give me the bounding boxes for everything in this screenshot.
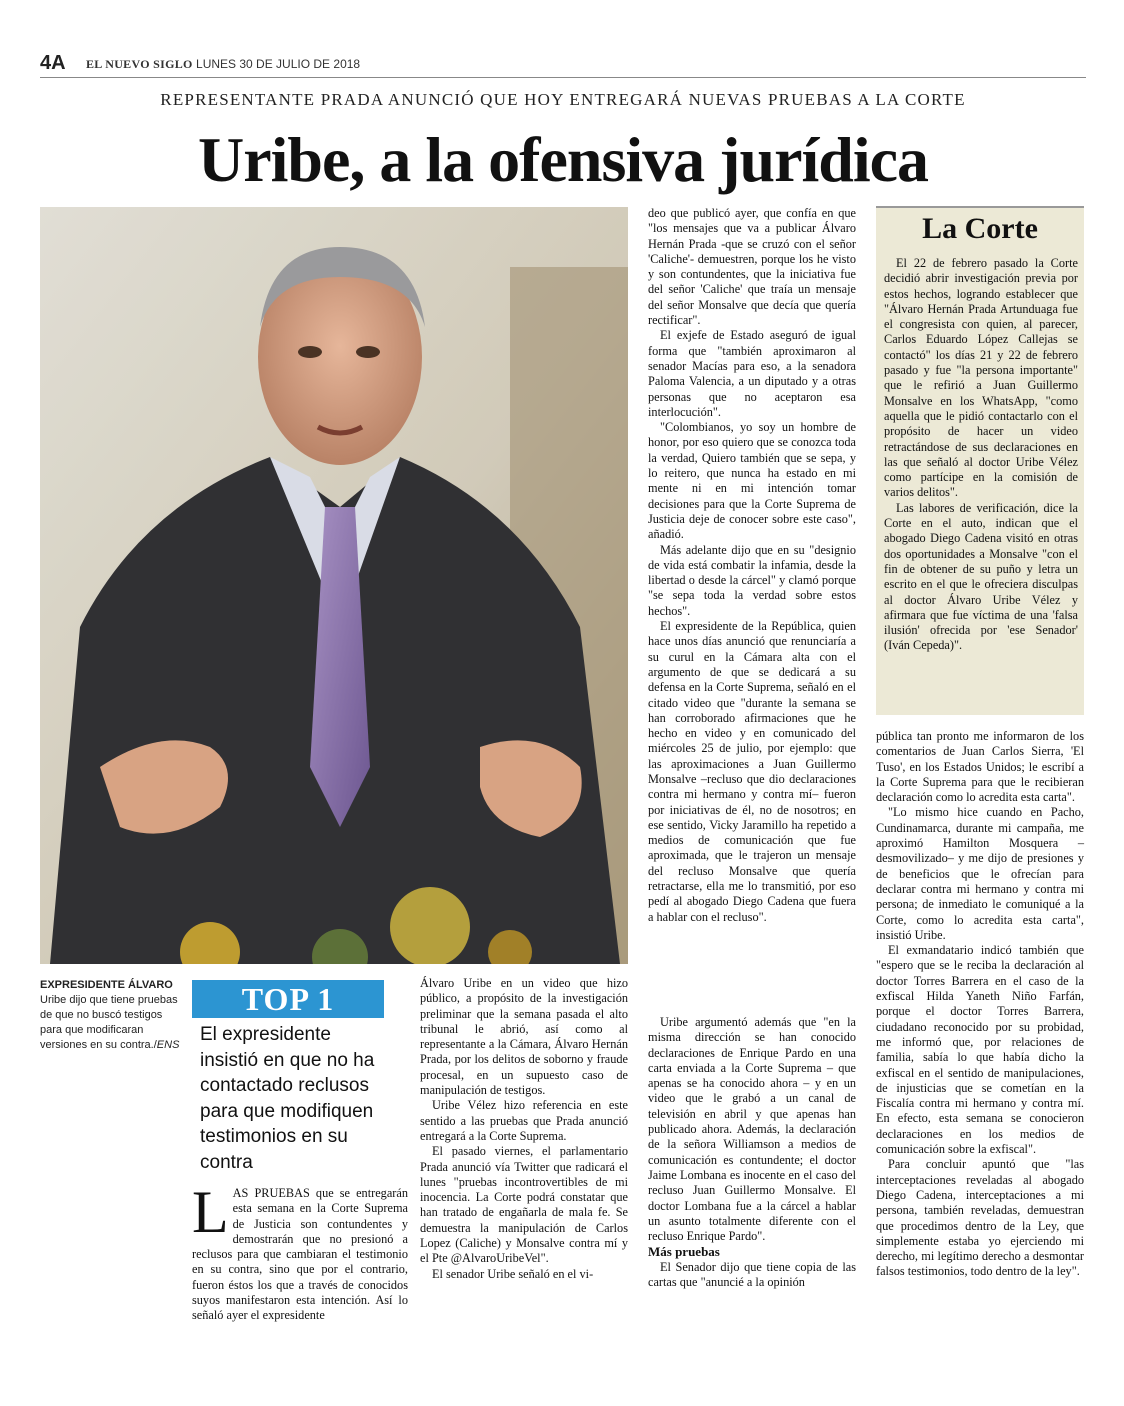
paragraph: Para concluir apuntó que "las interceptaciones reveladas al abogado Diego Cadena, interceptaciones a mi persona, también reveladas, demuestran que procedimos dentro de la Ley, que simplemente estaba yo ejerciendo mi derecho, mi legítimo derecho a desmontar falsos testimonios, todo dentro de la ley".: [876, 1157, 1084, 1279]
lead-paragraph: AS PRUEBAS que se entregarán esta semana en la Corte Suprema de Justicia son contundentes y demostrarán que no presionó a reclusos para que cambiaran el testimonio en su contra, sino que por el contrario, fueron éstos los que a través de conocidos suyos manifestaron esta intención. Así lo señaló ayer el expresidente: [192, 1186, 408, 1323]
caption-credit: ENS: [156, 1039, 180, 1051]
column-3-continued: [648, 1015, 856, 1290]
paragraph: pública tan pronto me informaron de los comentarios de Juan Carlos Sierra, 'El Tuso', en los Estados Unidos; le escribí a la Corte Suprema para que le recibieran declaración como lo acredita esta carta".: [876, 729, 1084, 805]
kicker: REPRESENTANTE PRADA ANUNCIÓ QUE HOY ENTREGARÁ NUEVAS PRUEBAS A LA CORTE: [160, 90, 966, 109]
paragraph: El expresidente de la República, quien hace unos días anunció que renunciaría a su curul en la Cámara alta con el argumento de que se dedicará a su defensa en la Corte Suprema, señaló en el citado video que "durante la semana se han corroborado afirmaciones que he hecho en video y en comunicado del miércoles 25 de julio, por ejemplo: que las aproximaciones a Juan Guillermo Monsalve –recluso que dio declaraciones contra mi hermano y contra mí– fueron por iniciativas de él, no de nosotros; en ese sentido, Vicky Jaramillo ha repetido a medios de comunicación que fue aproximada, que le trajeron un mensaje del recluso Monsalve que quería retractarse, ella me lo transmitió, por eso pedí al abogado Diego Cadena que fuera a hablar con el recluso".: [648, 619, 856, 924]
drop-cap: L: [192, 1179, 229, 1245]
masthead: [86, 57, 360, 72]
caption-body: Uribe dijo que tiene pruebas de que no buscó testigos para que modificaran versiones en su contra./: [40, 994, 178, 1051]
paragraph: "Lo mismo hice cuando en Pacho, Cundinamarca, durante mi campaña, me aproximó Hamilton Mosquera –desmovilizado– y me dijo de presiones y de beneficios que le ofrecían para declarar contra mi hermano y contra mi persona; de inmediato le comuniqué a la Corte, como lo acredita esta carta", insistió Uribe.: [876, 805, 1084, 942]
photo-illustration: [40, 207, 628, 964]
photo-caption: [40, 978, 180, 1053]
paragraph: "Colombianos, yo soy un hombre de honor, por eso quiero que se conozca toda la verdad, Quiero también que se sepa, y lo reitero, que nunca ha estado en mi mente ni en mi intención tomar decisiones para que la Corte Suprema de Justicia deje de conocer sobre este caso", añadió.: [648, 420, 856, 542]
paragraph: Más adelante dijo que en su "designio de vida está combatir la infamia, desde la libertad o desde la cárcel" y clamó porque "se sepa toda la verdad sobre estos hechos".: [648, 542, 856, 618]
column-2: [420, 976, 628, 1282]
pull-quote: El expresidente insistió en que no ha contactado reclusos para que modifiquen testimonios en su contra: [200, 1024, 375, 1173]
paper-name: EL NUEVO SIGLO: [86, 57, 193, 71]
paragraph: Uribe Vélez hizo referencia en este sentido a las pruebas que Prada anunció entregará a la Corte Suprema.: [420, 1098, 628, 1143]
column-3: [648, 206, 856, 925]
page-folio: 4A: [40, 52, 66, 74]
paragraph: Álvaro Uribe en un video que hizo público, a propósito de la investigación preliminar que la semana pasada el alto tribunal le abrió, así como al representante a la Cámara, Álvaro Hernán Prada, por los delitos de soborno y fraude procesal, en un supuesto caso de manipulación de testigos.: [420, 976, 628, 1098]
paragraph: El 22 de febrero pasado la Corte decidió abrir investigación previa por estos hechos, logrando establecer que "Álvaro Hernán Prada Artunduaga fue el congresista con quien, al parecer, Carlos Eduardo López Callejas se contactó" los días 21 y 22 de febrero pasado y fue "la persona importante" que le refirió a Juan Guillermo Monsalve en los WhatsApp, "como aquella que le pidió contactarlo con el propósito de hacer un video retractándose de sus declaraciones en las que señaló al doctor Uribe Vélez como partícipe en la comisión de varios delitos".: [884, 256, 1078, 500]
paragraph: Las labores de verificación, dice la Corte en el auto, indican que el abogado Diego Cadena visitó en otras dos oportunidades a Monsalve "con el fin de obtener de su puño y letra un escrito en el que le ofreciera disculpas al doctor Álvaro Uribe Vélez y afirmara que fue víctima de una 'falsa ilusión' ofrecida por 'ese Senador' (Iván Cepeda)".: [884, 500, 1078, 653]
issue-date: LUNES 30 DE JULIO DE 2018: [196, 57, 361, 71]
caption-head: EXPRESIDENTE ÁLVARO: [40, 979, 173, 991]
sidebar-text: [884, 256, 1078, 654]
paragraph: El exmandatario indicó también que "espero que se le reciba la declaración al doctor Torres Barrera en el caso de la exfiscal Hilda Yaneth Niño Farfán, porque el doctor Torres Barrera, ciudadano reconocido por su probidad, me informó que, por relaciones de familia, sabía lo que había dicho la exfiscal en el sentido de manipulaciones, de injusticias que se cometían en la Fiscalía contra mi hermano y contra mí. En efecto, esta semana se conocieron declaraciones en los medios de comunicación sobre la exfiscal".: [876, 943, 1084, 1157]
top-badge: TOP 1: [192, 980, 384, 1018]
paragraph: Uribe argumentó además que "en la misma dirección se han conocido declaraciones de Enrique Pardo en una carta enviada a la Corte Suprema – que apenas se ha conocido ahora – y en un video que le grabó a un canal de televisión en abril y que apenas han publicado ahora. Además, la declaración de la señora Williamson a medios de comunicación es contundente; el doctor Jaime Lombana es inocente en el caso del recluso Juan Guillermo Monsalve. El doctor Lombana fue a la cárcel a hablar un asunto totalmente diferente con el recluso Enrique Pardo".: [648, 1015, 856, 1244]
headline: Uribe, a la ofensiva jurídica: [197, 124, 929, 195]
paragraph: El senador Uribe señaló en el vi-: [432, 1266, 594, 1281]
lead-photo: [40, 207, 628, 964]
paragraph: El Senador dijo que tiene copia de las cartas que "anuncié a la opinión: [648, 1259, 856, 1290]
sidebar-title: La Corte: [922, 212, 1038, 245]
subhead: Más pruebas: [648, 1244, 720, 1260]
column-4: [876, 729, 1084, 1280]
paragraph: deo que publicó ayer, que confía en que "los mensajes que va a publicar Álvaro Hernán Prada -que se cruzó con el señor 'Caliche'- demuestren, porque los he visto y son contundentes, que la iniciativa fue del señor 'Caliche' que traía un mensaje del señor Monsalve que decía que quería rectificar".: [648, 206, 856, 328]
column-1: [192, 1179, 408, 1324]
paragraph: El pasado viernes, el parlamentario Prada anunció vía Twitter que radicará el lunes "pruebas incontrovertibles de mi inocencia. La Corte podrá constatar que han tratado de engañarla de mala fe. Se demuestra la manipulación de Carlos Lopez (Caliche) y Monsalve contra mí y el Pte @AlvaroUribeVel".: [420, 1144, 628, 1266]
header-rule: [40, 77, 1086, 78]
paragraph: El exjefe de Estado aseguró de igual forma que "también aproximaron al senador Macías para eso, a la senadora Paloma Valencia, a un diputado y a otras personas que no aceptaron esa interlocución".: [648, 328, 856, 419]
